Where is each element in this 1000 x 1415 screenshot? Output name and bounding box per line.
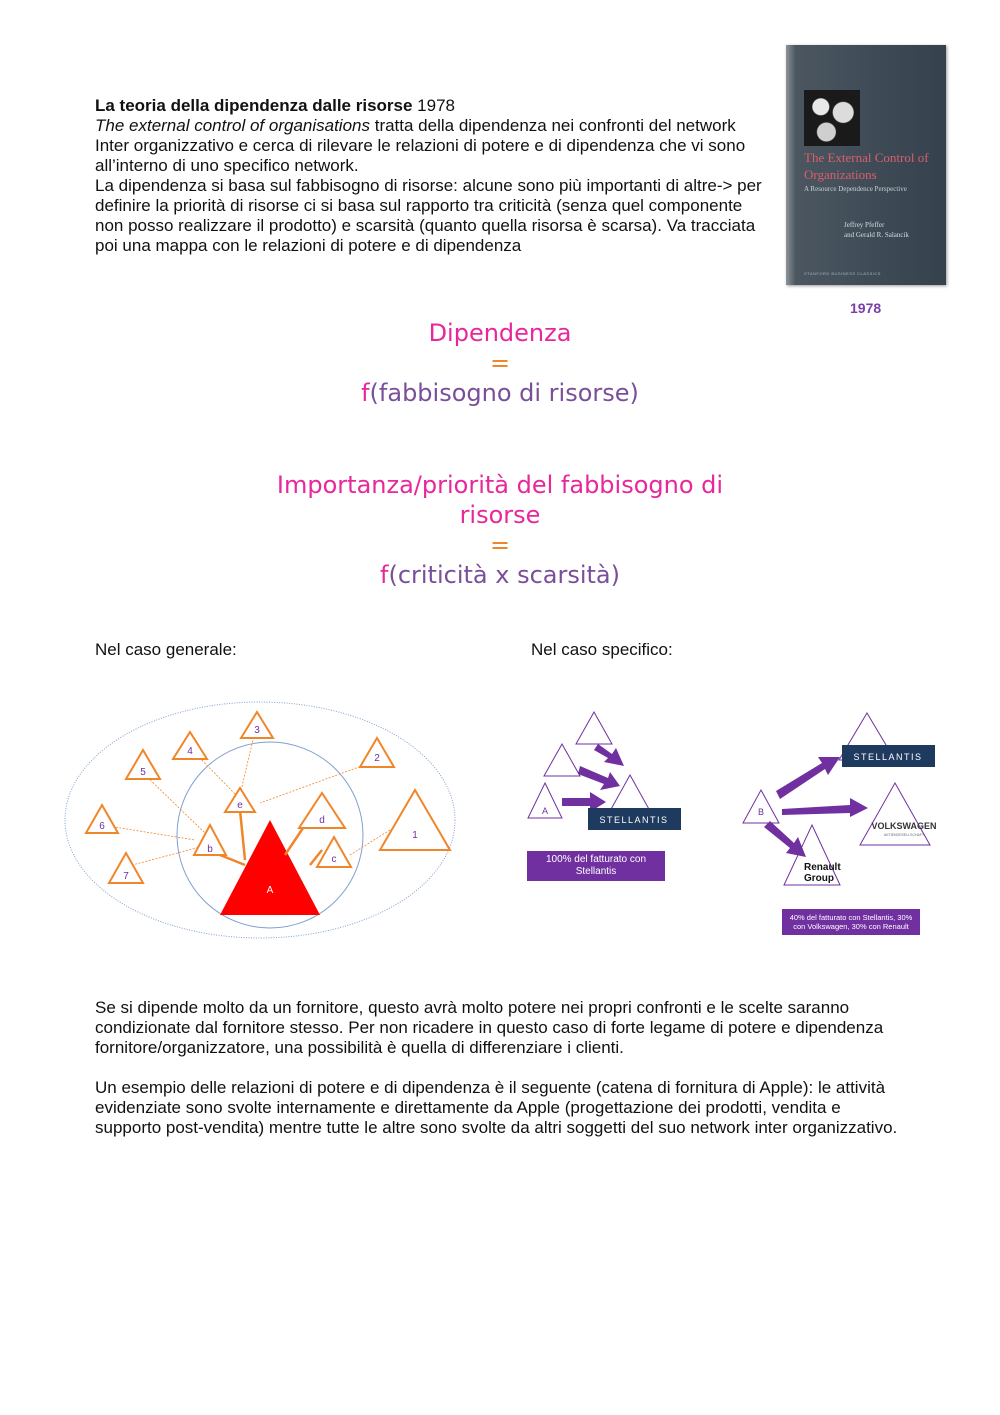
book-cover-title: The External Control of Organizations: [804, 150, 929, 182]
formula2-f: f: [380, 561, 389, 589]
book-author-1: Jeffrey Pfeffer: [844, 221, 885, 229]
label-caso-specifico: Nel caso specifico:: [531, 640, 673, 659]
intro-line1: tratta della dipendenza nei confronti del network Inter organizzativo e cerca di rilevare le relazioni di potere e di dipendenza che vi sono all’interno di uno specifico network.: [95, 116, 746, 175]
label-d: d: [319, 815, 325, 826]
intro-paragraph-1: [95, 96, 765, 116]
section-heading: La teoria della dipendenza dalle risorse: [95, 96, 413, 115]
label-3: 3: [254, 725, 260, 736]
formula2-left-line2: risorse: [459, 501, 541, 529]
volkswagen-logo-sub: AKTIENGESELLSCHAFT: [883, 833, 925, 837]
volkswagen-logo: VOLKSWAGEN: [871, 821, 937, 831]
stellantis-logo-2: STELLANTIS: [853, 752, 923, 762]
paragraph-apple: [95, 1078, 910, 1138]
paragraph-fornitore-text: Se si dipende molto da un fornitore, questo avrà molto potere nei propri confronti e le scelte saranno condizionate dal fornitore stesso. Per non ricadere in questo caso di forte legame di potere e dipendenza fornitore/organizzatore, una possibilità è quella di differenziare i clienti.: [95, 998, 884, 1057]
label-6: 6: [99, 821, 105, 832]
formula1-left: Dipendenza: [428, 319, 572, 347]
formula-dipendenza: [200, 318, 800, 408]
renault-logo-line1: Renault: [804, 862, 841, 873]
triangle-A-label: A: [266, 885, 274, 896]
node-B-label: B: [757, 807, 765, 817]
caption-spec2: [782, 909, 920, 935]
label-b: b: [207, 844, 213, 855]
book-cover-image: [786, 45, 946, 285]
renault-logo-line2: Group: [804, 873, 834, 884]
formula2-equals: =: [489, 531, 511, 559]
formula2-arg: (criticità x scarsità): [388, 561, 620, 589]
triangle-left: [544, 744, 580, 776]
diagram-caso-specifico-B: [740, 705, 940, 895]
book-cover-subtitle: A Resource Dependence Perspective: [804, 185, 907, 193]
node-A-label: A: [541, 806, 549, 816]
diagram-caso-generale: [60, 695, 470, 945]
label-caso-generale: Nel caso generale:: [95, 640, 237, 659]
book-cover-authors: [844, 220, 909, 240]
label-e: e: [237, 800, 243, 811]
book-cover-photo: [804, 90, 860, 146]
formula-importanza: [200, 470, 800, 590]
label-7: 7: [123, 871, 129, 882]
triangle-1: [380, 790, 450, 850]
formula1-f: f: [361, 379, 370, 407]
triangle-A: [220, 820, 320, 915]
book-cover-series: STANFORD BUSINESS CLASSICS: [804, 271, 881, 276]
label-2: 2: [374, 753, 380, 764]
paragraph-fornitore: [95, 998, 910, 1058]
caption-spec1-text: 100% del fatturato con Stellantis: [545, 854, 647, 877]
intro-text: [95, 96, 765, 256]
label-1: 1: [412, 830, 418, 841]
intro-paragraph-2: [95, 116, 765, 176]
caption-spec2-text: 40% del fatturato con Stellantis, 30% con Volkswagen, 30% con Renault: [789, 913, 913, 931]
label-4: 4: [187, 746, 193, 757]
book-title-italic: The external control of organisations: [95, 116, 370, 135]
intro-paragraph-3: La dipendenza si basa sul fabbisogno di risorse: alcune sono più importanti di altre-> per definire la priorità di risorse ci si basa sul rapporto tra criticità (senza quel componente non posso realizzare il prodotto) e scarsità (quanto quella risorsa è scarsa). Va tracciata poi una mappa con le relazioni di potere e di dipendenza: [95, 176, 762, 255]
paragraph-apple-text: Un esempio delle relazioni di potere e di dipendenza è il seguente (catena di fornitura di Apple): le attività evidenziate sono svolte internamente e direttamente da Apple (progettazione dei prodotti, vendita e supporto post-vendita) mentre tutte le altre sono svolte da altri soggetti del suo network inter organizzativo.: [95, 1078, 898, 1137]
formula1-arg: (fabbisogno di risorse): [369, 379, 639, 407]
caption-spec1: [527, 851, 665, 881]
triangle-top: [576, 712, 612, 744]
book-author-2: and Gerald R. Salancik: [844, 231, 909, 239]
formula2-left-line1: Importanza/priorità del fabbisogno di: [276, 471, 724, 499]
formula1-equals: =: [489, 349, 511, 377]
stellantis-logo: STELLANTIS: [599, 815, 669, 825]
formula2-right: [200, 560, 800, 590]
label-c: c: [331, 854, 337, 865]
formula1-right: [200, 378, 800, 408]
book-year-caption: 1978: [850, 300, 882, 316]
label-5: 5: [140, 767, 146, 778]
heading-year: 1978: [412, 96, 455, 115]
